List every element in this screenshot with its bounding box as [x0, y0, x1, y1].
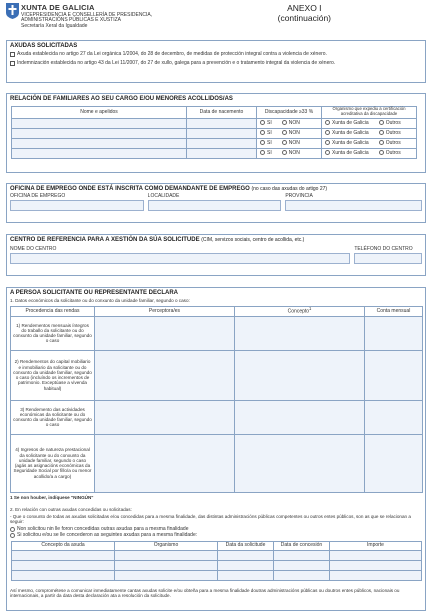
- org-xunta-label: Xunta de Galicia: [332, 119, 369, 126]
- declara-item-2-text: - Que o conxunto de todas as axudas solicitadas e/ou concedidas para a mesma finalidade, das distintas administracións públicas competentes ou outros entes públicos, son as que se relacionan a seguir:: [10, 514, 411, 525]
- col-birth-header: Data de nacemento: [187, 106, 257, 118]
- centro-phone-input[interactable]: [354, 253, 422, 264]
- rendas-row: [11, 434, 423, 492]
- page-header: [6, 3, 426, 30]
- other-aid-cell[interactable]: [12, 561, 115, 571]
- familiar-disab-cell: [257, 148, 322, 158]
- other-aid-yes-option[interactable]: [7, 533, 425, 539]
- rendas-row: [11, 400, 423, 434]
- other-aid-no-radio[interactable]: [10, 527, 15, 532]
- familiar-row: [12, 138, 417, 148]
- familiar-name-cell[interactable]: [12, 138, 187, 148]
- axudas-section: [6, 40, 426, 83]
- centro-section: [6, 234, 426, 276]
- other-aid-yes-radio[interactable]: [10, 533, 15, 538]
- disab-yes-label: SI: [267, 149, 272, 156]
- col-org-header: Organismo que expediu a certificación acreditativa da discapacidade: [322, 106, 417, 118]
- annex-subtitle: (continuación): [277, 12, 331, 23]
- other-aid-row: [12, 561, 422, 571]
- localidade-label: LOCALIDADE: [147, 192, 180, 199]
- org-other-radio[interactable]: [379, 130, 384, 135]
- centro-title-line: [7, 235, 425, 245]
- col-name-header: Nome e apelidos: [12, 106, 187, 118]
- other-aid-row: [12, 551, 422, 561]
- familiar-org-cell: [322, 148, 417, 158]
- rendas-concept-cell[interactable]: [235, 434, 365, 492]
- other-aid-no-label: Non solicitou nin lle foron concedidas outras axudas para a mesma finalidade: [17, 525, 189, 532]
- rendas-origin-cell: 1) Rendementos mensuais íntegros do traballo da solicitante ou do conxunto da unidade familiar, segundo o caso: [11, 316, 95, 350]
- oficina-input[interactable]: [10, 200, 144, 211]
- declara-item-2: 2. En relación con outras axudas concedidas ou solicitadas:: [10, 506, 132, 512]
- other-aid-cell[interactable]: [330, 561, 422, 571]
- closing-statement: Así mesmo, comprométese a comunicar inmediatamente cantas axudas solicite e/ou obteña para a mesma finalidade doutras administracións públicas ou doutros entes públicos, nacionais ou internacionais, a partir da data desta declaración ata a resolución da solicitude.: [10, 588, 400, 599]
- centro-phone-label: TELÉFONO DO CENTRO: [354, 245, 413, 252]
- other-aid-table: [11, 541, 422, 581]
- oficina-field-group: [10, 194, 144, 211]
- disab-yes-label: SI: [267, 139, 272, 146]
- org-other-radio[interactable]: [379, 120, 384, 125]
- org-name: XUNTA DE GALICIA: [21, 3, 95, 12]
- familiar-row: [12, 148, 417, 158]
- rendas-monthly-cell[interactable]: [365, 350, 423, 400]
- org-other-label: Outros: [385, 129, 401, 136]
- rendas-monthly-cell[interactable]: [365, 434, 423, 492]
- other-aid-cell[interactable]: [115, 571, 218, 581]
- other-aid-cell[interactable]: [274, 561, 330, 571]
- rendas-origin-cell: 4) Ingresos de natureza prestacional da solicitante ou do conxunto da unidade familiar, segundo o caso (agás as asignacións económicas da Seguridade Social por fillo/a ou menor acollido/a a cargo): [11, 434, 95, 492]
- axuda-2-checkbox[interactable]: [10, 61, 15, 66]
- col-disab-header: Discapacidade ≥33 %: [257, 106, 322, 118]
- annex-heading: [278, 4, 331, 24]
- org-xunta-radio[interactable]: [325, 150, 330, 155]
- disab-yes-radio[interactable]: [260, 150, 265, 155]
- rendas-concept-cell[interactable]: [235, 400, 365, 434]
- rendas-col-concept-header: [235, 307, 365, 316]
- disab-no-radio[interactable]: [282, 130, 287, 135]
- disab-yes-label: SI: [267, 129, 272, 136]
- rendas-col-recipient: Perceptora/es: [95, 307, 235, 316]
- org-xunta-radio[interactable]: [325, 130, 330, 135]
- dept-line-1: VICEPRESIDENCIA E CONSELLERÍA DE PRESIDENCIA,: [21, 11, 153, 18]
- dept-line-2: ADMINISTRACIÓNS PÚBLICAS E XUSTIZA: [21, 17, 122, 24]
- other-aid-yes-label: Si solicitou e/ou se lle concederon as seguintes axudas para a mesma finalidade:: [17, 532, 198, 539]
- oficina-section: [6, 183, 426, 223]
- disab-yes-radio[interactable]: [260, 130, 265, 135]
- rendas-table: [10, 306, 423, 492]
- org-xunta-radio[interactable]: [325, 140, 330, 145]
- rendas-origin-cell: 2) Rendementos do capital mobiliario e inmobiliario da solicitante ou do conxunto da unidade familiar, segundo o caso (incluíndo os incrementos de patrimonio. Exceptúase a vivenda habitual): [11, 350, 95, 400]
- familiar-row: [12, 128, 417, 138]
- familiar-disab-cell: [257, 128, 322, 138]
- localidade-field-group: [148, 194, 282, 211]
- disab-yes-label: SI: [267, 119, 272, 126]
- axuda-1-label: Axuda establecida no artigo 27 da Lei orgánica 1/2004, do 28 de decembro, de medidas de protección integral contra a violencia de xénero.: [17, 50, 327, 57]
- rendas-recipient-cell[interactable]: [95, 400, 235, 434]
- disab-yes-radio[interactable]: [260, 140, 265, 145]
- rendas-col-concept-sup: 1: [309, 306, 312, 312]
- rendas-recipient-cell[interactable]: [95, 350, 235, 400]
- axuda-2-label: Indemnización establecida no artigo 43 da Lei 11/2007, do 27 de xullo, galega para a prevención e o tratamento integral da violencia de xénero.: [17, 59, 336, 66]
- declara-item-1: 1. Datos económicos da solicitante ou do conxunto da unidade familiar, segundo o caso:: [10, 297, 190, 303]
- oficina-title: OFICINA DE EMPREGO ONDE ESTÁ INSCRITA COMO DEMANDANTE DE EMPREGO: [10, 186, 250, 192]
- oficina-title-line: [7, 184, 425, 194]
- familiar-name-cell[interactable]: [12, 148, 187, 158]
- rendas-origin-cell: 3) Rendemento das actividades económicas da solicitante ou do conxunto da unidade familiar, segundo o caso: [11, 400, 95, 434]
- org-other-label: Outros: [385, 149, 401, 156]
- axuda-1-checkbox[interactable]: [10, 52, 15, 57]
- centro-title-note: (CIM, servizos sociais, centro de acollida, etc.): [201, 237, 305, 243]
- centro-name-label: NOME DO CENTRO: [10, 245, 57, 252]
- centro-fields: [7, 245, 425, 264]
- org-xunta-label: Xunta de Galicia: [332, 149, 369, 156]
- other-aid-cell[interactable]: [330, 571, 422, 581]
- centro-name-group: [10, 247, 350, 264]
- disab-no-label: NON: [288, 119, 300, 126]
- rendas-col-origin: Procedencia das rendas: [11, 307, 95, 316]
- centro-phone-group: [354, 247, 422, 264]
- rendas-row: [11, 350, 423, 400]
- other-aid-cell[interactable]: [274, 571, 330, 581]
- oficina-label: OFICINA DE EMPREGO: [10, 192, 66, 199]
- other-aid-col-header: Data de concesión: [274, 542, 330, 551]
- oficina-fields: [7, 194, 425, 211]
- org-xunta-radio[interactable]: [325, 120, 330, 125]
- declara-section: [6, 287, 426, 611]
- other-aid-cell[interactable]: [12, 551, 115, 561]
- axuda-option-2[interactable]: [7, 61, 425, 67]
- org-other-radio[interactable]: [379, 150, 384, 155]
- org-other-radio[interactable]: [379, 140, 384, 145]
- disab-no-radio[interactable]: [282, 140, 287, 145]
- familiar-birth-cell[interactable]: [187, 138, 257, 148]
- centro-name-input[interactable]: [10, 253, 350, 264]
- other-aid-cell[interactable]: [274, 551, 330, 561]
- other-aid-cell[interactable]: [218, 561, 274, 571]
- rendas-concept-cell[interactable]: [235, 350, 365, 400]
- rendas-monthly-cell[interactable]: [365, 400, 423, 434]
- familiar-name-cell[interactable]: [12, 118, 187, 128]
- provincia-label: PROVINCIA: [285, 192, 313, 199]
- oficina-title-note: (no caso das axudas do artigo 27): [251, 186, 328, 192]
- declara-title: A PERSOA SOLICITANTE OU REPRESENTANTE DECLARA: [10, 290, 179, 296]
- familiar-name-cell[interactable]: [12, 128, 187, 138]
- familiares-section: [6, 93, 426, 173]
- provincia-input[interactable]: [285, 200, 422, 211]
- familiar-org-cell: [322, 118, 417, 128]
- familiar-birth-cell[interactable]: [187, 128, 257, 138]
- other-aid-cell[interactable]: [218, 551, 274, 561]
- annex-title: ANEXO I: [287, 3, 322, 13]
- other-aid-col-header: Importe: [330, 542, 422, 551]
- disab-no-label: NON: [288, 139, 300, 146]
- rendas-concept-cell[interactable]: [235, 316, 365, 350]
- other-aid-cell[interactable]: [330, 551, 422, 561]
- disab-no-radio[interactable]: [282, 120, 287, 125]
- xunta-cross-logo-icon: [6, 3, 19, 19]
- disab-no-label: NON: [288, 149, 300, 156]
- familiar-disab-cell: [257, 138, 322, 148]
- other-aid-row: [12, 571, 422, 581]
- rendas-monthly-cell[interactable]: [365, 316, 423, 350]
- org-xunta-label: Xunta de Galicia: [332, 139, 369, 146]
- other-aid-cell[interactable]: [12, 571, 115, 581]
- disab-no-radio[interactable]: [282, 150, 287, 155]
- other-aid-cell[interactable]: [115, 561, 218, 571]
- other-aid-col-header: Organismo: [115, 542, 218, 551]
- axudas-title: AXUDAS SOLICITADAS: [10, 43, 78, 49]
- disab-no-label: NON: [288, 129, 300, 136]
- familiar-row: [12, 118, 417, 128]
- rendas-col-monthly: Conta mensual: [365, 307, 423, 316]
- other-aid-cell[interactable]: [218, 571, 274, 581]
- familiar-birth-cell[interactable]: [187, 148, 257, 158]
- rendas-recipient-cell[interactable]: [95, 434, 235, 492]
- org-xunta-label: Xunta de Galicia: [332, 129, 369, 136]
- org-other-label: Outros: [385, 119, 401, 126]
- other-aid-col-header: Data da solicitude: [218, 542, 274, 551]
- dept-line-3: Secretaría Xeral da Igualdade: [21, 23, 88, 30]
- familiar-org-cell: [322, 128, 417, 138]
- familiares-table: [11, 106, 417, 159]
- familiar-birth-cell[interactable]: [187, 118, 257, 128]
- rendas-recipient-cell[interactable]: [95, 316, 235, 350]
- disab-yes-radio[interactable]: [260, 120, 265, 125]
- familiar-disab-cell: [257, 118, 322, 128]
- org-other-label: Outros: [385, 139, 401, 146]
- rendas-col-concept: Concepto: [287, 308, 310, 315]
- familiares-title: RELACIÓN DE FAMILIARES AO SEU CARGO E/OU MENORES ACOLLIDOS/AS: [10, 96, 233, 102]
- localidade-input[interactable]: [148, 200, 282, 211]
- centro-title: CENTRO DE REFERENCIA PARA A XESTIÓN DA SÚA SOLICITUDE: [10, 237, 200, 243]
- provincia-field-group: [285, 194, 422, 211]
- rendas-row: [11, 316, 423, 350]
- other-aid-col-header: Concepto da axuda: [12, 542, 115, 551]
- axuda-option-1[interactable]: [7, 52, 425, 58]
- familiar-org-cell: [322, 138, 417, 148]
- other-aid-cell[interactable]: [115, 551, 218, 561]
- organization-block: [21, 4, 152, 30]
- rendas-footnote: 1 Se non houber, indíquese "NINGÚN": [10, 494, 94, 500]
